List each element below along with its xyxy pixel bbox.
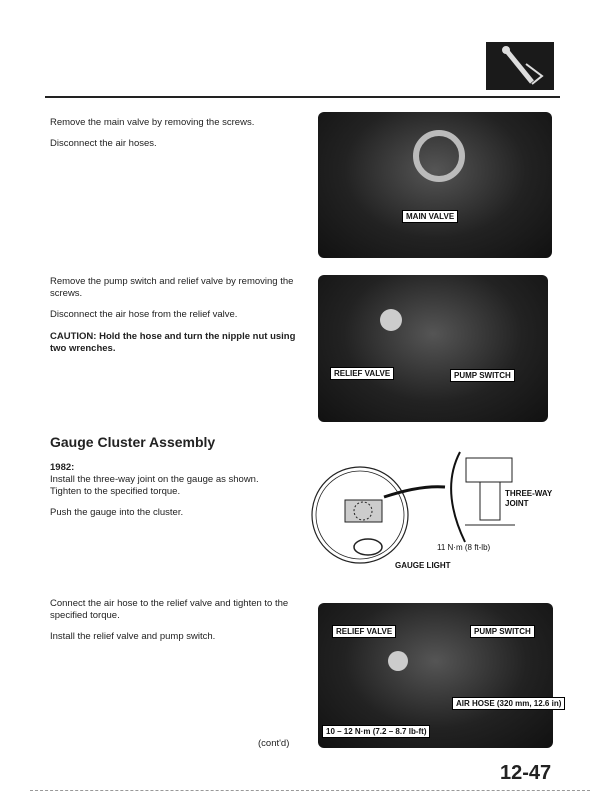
label-relief-valve: RELIEF VALVE (332, 625, 396, 638)
step1-line: Remove the main valve by removing the screws. (50, 117, 255, 128)
label-relief-valve: RELIEF VALVE (330, 367, 394, 380)
section-title: Gauge Cluster Assembly (50, 434, 216, 450)
section-line: Tighten to the specified torque. (50, 486, 181, 497)
label-joint: JOINT (505, 499, 529, 508)
step2-line: screws. (50, 288, 83, 299)
section-icon (486, 42, 554, 90)
gauge-diagram (300, 440, 580, 580)
step1-line: Disconnect the air hoses. (50, 138, 157, 149)
caution: two wrenches. (50, 343, 116, 354)
step3-line: specified torque. (50, 610, 120, 621)
caution: CAUTION: Hold the hose and turn the nipple nut using (50, 331, 296, 342)
shock-absorber-icon (486, 42, 554, 90)
label-main-valve: MAIN VALVE (402, 210, 458, 223)
header-rule (45, 96, 560, 98)
label-air-hose: AIR HOSE (320 mm, 12.6 in) (452, 697, 565, 710)
step3-line: Install the relief valve and pump switch. (50, 631, 216, 642)
footer-rule (30, 790, 590, 791)
step2-line: Remove the pump switch and relief valve by removing the (50, 276, 294, 287)
label-torque: 11 N·m (8 ft-lb) (437, 543, 491, 552)
section-line: Push the gauge into the cluster. (50, 507, 184, 518)
year-label: 1982: (50, 462, 75, 473)
label-torque: 10 – 12 N·m (7.2 – 8.7 lb-ft) (322, 725, 430, 738)
label-gauge-light: GAUGE LIGHT (395, 561, 451, 570)
label-three-way: THREE-WAY (505, 489, 553, 498)
label-pump-switch: PUMP SWITCH (450, 369, 515, 382)
main-valve-photo (318, 112, 552, 258)
step2-line: Disconnect the air hose from the relief valve. (50, 309, 238, 320)
air-hose-photo (318, 603, 562, 748)
pump-switch-photo (318, 275, 548, 422)
section-line: Install the three-way joint on the gauge as shown. (50, 474, 259, 485)
page-number: 12-47 (500, 762, 552, 784)
continued-note: (cont'd) (258, 738, 290, 749)
label-pump-switch: PUMP SWITCH (470, 625, 535, 638)
step3-line: Connect the air hose to the relief valve and tighten to the (50, 598, 289, 609)
